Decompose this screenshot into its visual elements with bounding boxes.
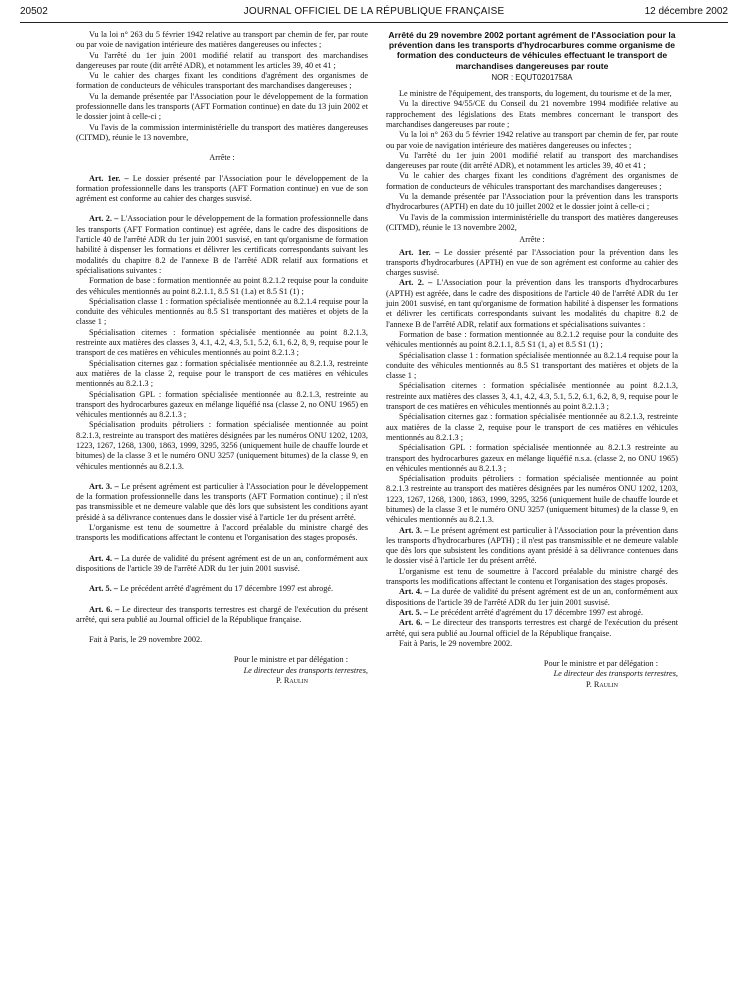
article-label: Art. 6. –: [89, 604, 120, 614]
page-number: 20502: [20, 6, 48, 17]
article-text: La durée de validité du présent agrément est de un an, conformément aux dispositions de l'article 39 de l'arrêté ADR du 1er juin 2001 susvisé.: [76, 553, 369, 573]
article-text: L'Association pour la prévention dans les transports d'hydrocarbures (APTH) est agréée, dans le cadre des dispositions de l'article 40 de l'arrêté ADR du 1er juin 2001 susvisé, en tant qu'organisme de formation habilité à dispenser les formations et délivrer les certificats correspondants suivant les modalités du chapitre 8.2 de l'annexe B de l'arrêté ADR, relatif aux formations et spécialisations suivantes :: [386, 278, 678, 329]
article-label: Art. 3. –: [89, 481, 119, 491]
formation-item: Spécialisation GPL : formation spécialisée mentionnée au 8.2.1.3, restreinte au transport des hydrocarbures gazeux en mélange liquéfié nsa (classe 2, no ONU 1965) en véhicules mentionnés au 8.2.1.3 ;: [76, 389, 368, 420]
article-text: Le dossier présenté par l'Association pour la prévention dans les transports d'hydrocarbures (APTH) en vue de son agrément est conforme au cahier des charges susvisé.: [386, 247, 679, 278]
vu-paragraph: Vu la loi n° 263 du 5 février 1942 relative au transport par chemin de fer, par route ou par voie de navigation intérieure des matières dangereuses ou infectes ;: [386, 130, 678, 150]
fait-line: Fait à Paris, le 29 novembre 2002.: [399, 638, 513, 648]
article-3: [76, 482, 368, 523]
formation-item: Spécialisation citernes : formation spécialisée mentionnée au point 8.2.1.3, restreinte aux matières des classes 3, 4.1, 4.2, 4.3, 5.1, 5.2, 6.1, 6.2, 8, 9, requise pour le transport de ces matières en véhicules mentionnés au point 8.2.1.3 ;: [386, 381, 678, 412]
signature-title: Le directeur des transports terrestres,: [553, 669, 678, 679]
article-2: [76, 214, 368, 276]
vu-paragraph: Vu l'avis de la commission interministérielle du transport des matières dangereuses (CITMD), réunie le 13 novembre 2002,: [386, 212, 678, 232]
page-header: [20, 6, 728, 22]
header-rule: [20, 22, 728, 23]
article-label: Art. 4. –: [399, 587, 429, 597]
article-label: Art. 1er. –: [89, 173, 129, 183]
article-text: Le dossier présenté par l'Association pour le développement de la formation professionnelle dans les transports (AFT Formation continue) en vue de son agrément est conforme au cahier des charges susvisé.: [76, 173, 369, 204]
article-4: [76, 554, 368, 575]
article-5: [76, 584, 368, 594]
article-label: Art. 5. –: [399, 607, 428, 617]
article-5: [386, 608, 678, 618]
signature-name: P. Raulin: [276, 676, 308, 686]
issue-date: 12 décembre 2002: [644, 6, 728, 17]
formation-item: Spécialisation citernes : formation spécialisée mentionnée au point 8.2.1.3, restreinte aux matières des classes 3, 4.1, 4.2, 4.3, 5.1, 5.2, 6.1, 6.2, 8, 9, requise pour le transport de ces matières en véhicules mentionnés au point 8.2.1.3 ;: [76, 327, 368, 358]
article-3: [386, 526, 678, 567]
article-6: [76, 605, 368, 626]
article-text: Le directeur des transports terrestres est chargé de l'exécution du présent arrêté, qui sera publié au Journal officiel de la République française.: [76, 604, 368, 624]
article-3-paragraph: L'organisme est tenu de soumettre à l'accord préalable du ministre chargé des transports les modifications affectant le contenu et l'organisation des stages proposés.: [386, 566, 678, 587]
nor-reference: NOR : EQUT0201758A: [491, 72, 573, 82]
formation-item: Spécialisation produits pétroliers : formation spécialisée mentionnée au point 8.2.1.3, restreinte au transport des matières désignées par les numéros ONU 1202, 1203, 1223, 1267, 1268, 1300, 1863, 1999, 3295, 3256 (uniquement huile de chauffe lourde et bitumes) de la classe 3 et le numéro ONU 3257 (uniquement bitumes) de la classe 9, en véhicules mentionnés au 8.2.1.3.: [76, 420, 368, 471]
article-text: Le présent agrément est particulier à l'Association pour le développement de la formation professionnelle dans les transports (AFT Formation continue) ; il n'est pas transmissible et ne demeure valable que dès lors que subsistent les conditions ayant présidé à sa délivrance contenues dans le dossier visé à l'article 1er du présent arrêté.: [76, 481, 368, 522]
vu-paragraph: Vu l'arrêté du 1er juin 2001 modifié relatif au transport des marchandises dangereuses par route (dit arrêté ADR), et notamment les articles 39, 40 et 41 ;: [386, 150, 678, 171]
article-4: [386, 587, 678, 608]
formation-item: Formation de base : formation mentionnée au point 8.2.1.2 requise pour la conduite des véhicules mentionnés au point 8.2.1.1, 8.5 S1 (1.a) et 8.5 S1 (1) ;: [76, 276, 368, 296]
formation-item: Spécialisation citernes gaz : formation spécialisée mentionnée au 8.2.1.3, restreinte aux matières de la classe 2, requise pour le transport de ces matières en véhicules mentionnés au 8.2.1.3 ;: [386, 412, 678, 442]
article-label: Art. 1er. –: [399, 247, 440, 257]
article-3-paragraph: L'organisme est tenu de soumettre à l'accord préalable du ministre chargé des transports les modifications affectant le contenu et l'organisation des stages proposés.: [76, 523, 368, 543]
vu-paragraph: Vu le cahier des charges fixant les conditions d'agrément des organismes de formation de conducteurs de véhicules transportant des marchandises dangereuses ;: [386, 171, 678, 191]
article-label: Art. 2. –: [399, 278, 433, 288]
vu-paragraph: Vu la demande présentée par l'Association pour le développement de la formation professionnelle dans les transports (AFT Formation continue) en date du 13 juin 2002 et le dossier joint à celle-ci ;: [76, 91, 368, 122]
article-label: Art. 6. –: [399, 618, 430, 628]
article-1: [386, 248, 678, 279]
article-text: Le directeur des transports terrestres est chargé de l'exécution du présent arrêté, qui sera publié au Journal officiel de la République française.: [386, 618, 678, 638]
signature-delegation: Pour le ministre et par délégation :: [543, 659, 658, 669]
vu-paragraph: Vu la loi n° 263 du 5 février 1942 relative au transport par chemin de fer, par route ou par voie de navigation intérieure des matières dangereuses ou infectes ;: [76, 30, 368, 50]
minister-intro: Le ministre de l'équipement, des transports, du logement, du tourisme et de la mer,: [399, 89, 672, 99]
vu-paragraph: Vu le cahier des charges fixant les conditions d'agrément des organismes de formation de conducteurs de véhicules transportant des marchandises dangereuses ;: [76, 71, 368, 91]
right-column: [386, 30, 678, 690]
vu-paragraph: Vu la directive 94/55/CE du Conseil du 21 novembre 1994 modifiée relative au rapprochement des législations des Etats membres concernant le transport des marchandises dangereuses par route ;: [386, 99, 678, 129]
formation-item: Spécialisation citernes gaz : formation spécialisée mentionnée au 8.2.1.3, restreinte aux matières de la classe 2, requise pour le transport de ces matières en véhicules mentionnés au 8.2.1.3 ;: [76, 358, 368, 389]
formation-item: Spécialisation classe 1 : formation spécialisée mentionnée au 8.2.1.4 requise pour la conduite des véhicules mentionnés au 8.5 S1 transportant des matières et objets de la classe 1 ;: [386, 350, 678, 381]
journal-title: JOURNAL OFFICIEL DE LA RÉPUBLIQUE FRANÇAISE: [243, 6, 505, 17]
vu-paragraph: Vu la demande présentée par l'Association pour la prévention dans les transports d'hydrocarbures (APTH) en date du 10 juillet 2002 et le dossier joint à celle-ci ;: [386, 192, 678, 212]
formation-item: Spécialisation classe 1 : formation spécialisée mentionnée au 8.2.1.4 requise pour la conduite des véhicules mentionnés au 8.5 S1 transportant des matières et objets de la classe 1 ;: [76, 296, 368, 327]
article-text: Le présent agrément est particulier à l'Association pour la prévention dans les transports d'hydrocarbures (APTH) ; il n'est pas transmissible et ne demeure valable que dès lors que subsistent les conditions ayant présidé à sa délivrance contenues dans le dossier visé à l'article 1er du présent arrêté.: [386, 525, 679, 566]
article-label: Art. 5. –: [89, 584, 118, 594]
formation-item: Spécialisation produits pétroliers : formation spécialisée mentionnée au point 8.2.1.3 restreinte au transport des matières désignées par les numéros ONU 1202, 1203, 1223, 1267, 1268, 1300, 1863, 1999, 3295, 3256 (uniquement huile de chauffe lourde et bitumes) de la classe 3 et le numéro ONU 3257 (uniquement bitumes) de la classe 9, en véhicules mentionnés au 8.2.1.3.: [386, 474, 678, 525]
article-6: [386, 618, 678, 639]
signature-name: P. Raulin: [586, 679, 618, 689]
formation-item: Formation de base : formation mentionnée au 8.2.1.2 requise pour la conduite des véhicules mentionnés au point 8.2.1.1, 8.5 S1 (1, a) et 8.5 S1 (1) ;: [386, 329, 678, 350]
arrete-heading: Arrête :: [519, 235, 545, 245]
formation-item: Spécialisation GPL : formation spécialisée mentionnée au 8.2.1.3 restreinte au transport des hydrocarbures gazeux en mélange liquéfié n.s.a. (classe 2, no ONU 1965) en véhicules mentionnés au 8.2.1.3 ;: [386, 443, 678, 473]
vu-paragraph: Vu l'arrêté du 1er juin 2001 modifié relatif au transport des marchandises dangereuses par route (dit arrêté ADR), et notamment les articles 39, 40 et 41 ;: [76, 50, 368, 70]
article-label: Art. 2. –: [89, 214, 119, 224]
fait-line: Fait à Paris, le 29 novembre 2002.: [89, 635, 203, 645]
signature-title: Le directeur des transports terrestres,: [243, 665, 368, 675]
article-text: Le précédent arrêté d'agrément du 17 décembre 1997 est abrogé.: [119, 584, 334, 594]
vu-paragraph: Vu l'avis de la commission interministérielle du transport des matières dangereuses (CITMD), réunie le 13 novembre,: [76, 122, 368, 142]
article-label: Art. 4. –: [89, 553, 119, 563]
left-column: [76, 30, 368, 686]
article-text: La durée de validité du présent agrément est de un an, conformément aux dispositions de l'article 39 de l'arrêté ADR du 1er juin 2001 susvisé.: [386, 587, 679, 607]
article-2: [386, 278, 678, 329]
article-label: Art. 3. –: [399, 525, 429, 535]
arrete-heading: Arrête :: [209, 153, 235, 163]
article-text: L'Association pour le développement de la formation professionnelle dans les transports (AFT Formation continue) est agréée, dans le cadre des dispositions de l'article 40 de l'arrêté ADR du 1er juin 2001 susvisé, en tant qu'organisme de formation habilité à dispenser les formations et délivrer les certificats correspondants suivant les modalités du chapitre 8.2 de l'annexe B de l'arrêté ADR relatif aux formations et spécialisations suivantes :: [76, 214, 369, 275]
article-text: Le précédent arrêté d'agrément du 17 décembre 1997 est abrogé.: [429, 607, 644, 617]
decree-title: Arrêté du 29 novembre 2002 portant agrément de l'Association pour la prévention dans les transports d'hydrocarbures comme organisme de formation des conducteurs de véhicules effectuant le transport de marchandises dangereuses par route: [388, 30, 676, 71]
article-1: [76, 174, 368, 205]
signature-delegation: Pour le ministre et par délégation :: [233, 655, 348, 665]
